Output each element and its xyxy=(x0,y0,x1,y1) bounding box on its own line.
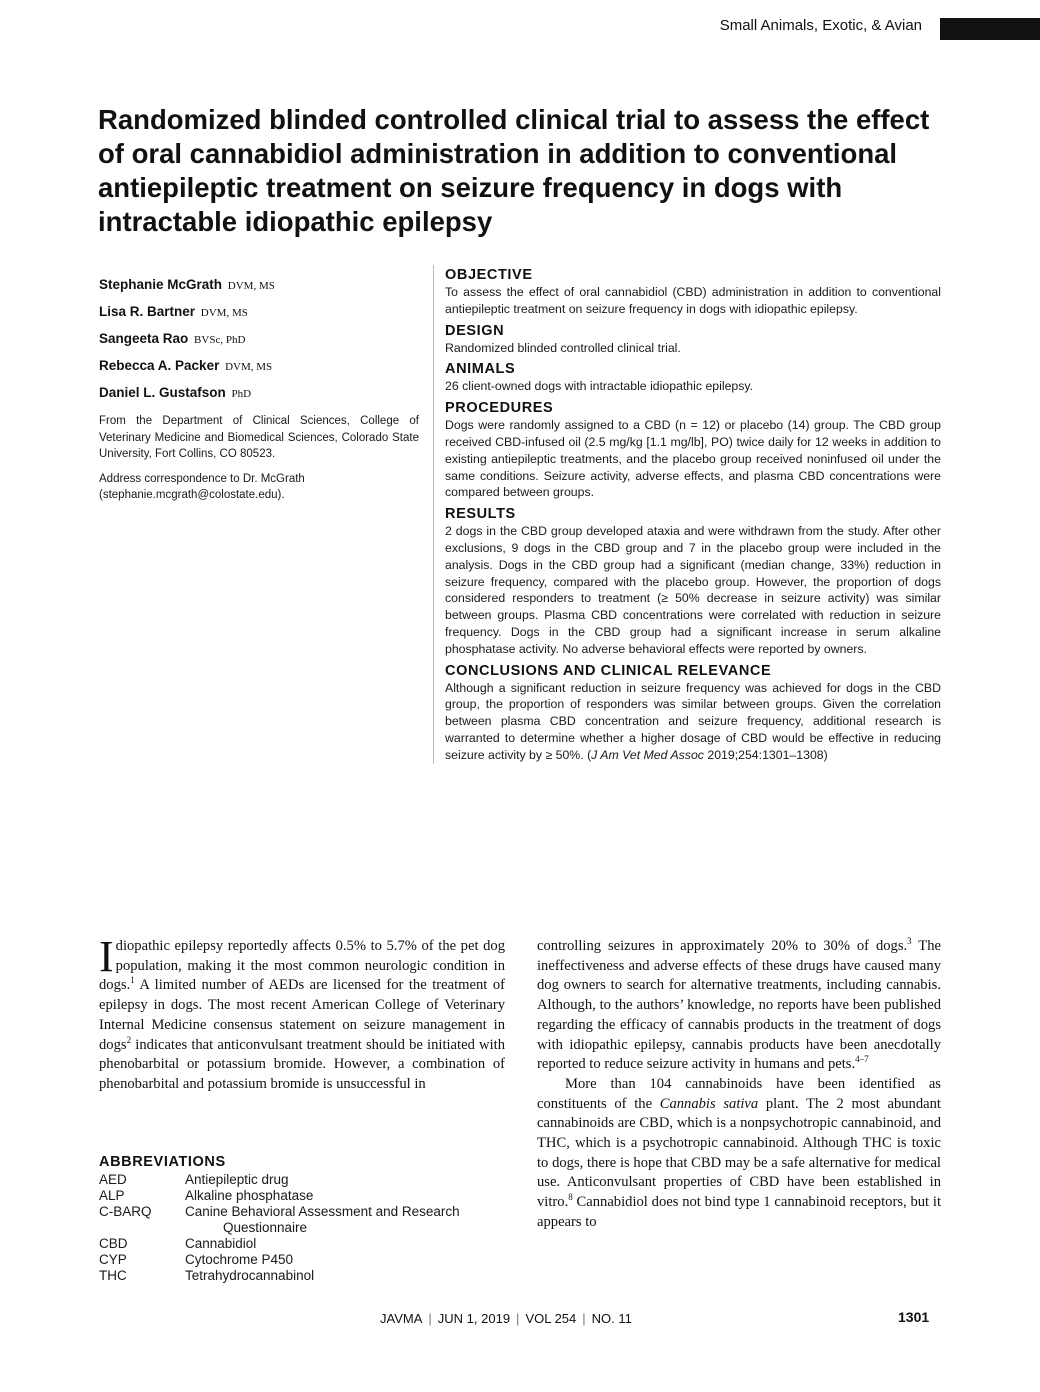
body-text: The ineffectiveness and adverse effects of these drugs have caused many dog owners to search for alternative treatments, including cannabis. Although, to the authors’ knowledge, no reports have been published regarding the efficacy of cannabis products in the treatment of dogs with idiopathic epilepsy, cannabis products have been anecdotally reported to reduce seizure activity in humans and pets. xyxy=(537,938,941,1073)
footer-volume: VOL 254 xyxy=(525,1311,577,1326)
author xyxy=(99,326,419,353)
author xyxy=(99,272,419,299)
species-name: Cannabis sativa xyxy=(659,1095,759,1112)
author-name: Sangeeta Rao xyxy=(99,331,189,346)
abbreviation-definition: Alkaline phosphatase xyxy=(185,1188,314,1203)
body-text: More than 104 cannabinoids have been identified as constituents of the xyxy=(537,1075,941,1112)
abbreviation: CBD xyxy=(99,1236,128,1251)
author-credentials: DVM, MS xyxy=(200,307,248,319)
drop-cap: I xyxy=(99,932,114,981)
results-text: 2 dogs in the CBD group developed ataxia and were withdrawn from the study. After other exclusions, 9 dogs in the CBD group and 7 in the placebo group were included in the analysis. Dogs in the CBD group had a significant (median change, 33%) reduction in seizure frequency, compared with the placebo group. However, the proportion of dogs considered responders to treatment (≥ 50% decrease in seizure activity) was similar between groups. Plasma CBD concentrations were correlated with reduction in seizure frequency. Dogs in the CBD group had a significant increase in serum alkaline phosphatase activity. No adverse behavioral effects were reported by owners. xyxy=(445,524,941,656)
conclusions-text: Although a significant reduction in seizure frequency was achieved for dogs in the CBD group, the proportion of responders was similar between groups. Given the correlation between plasma CBD concentration and seizure frequency, additional research is warranted to determine whether a higher dosage of CBD would be effective in reducing seizure activity by ≥ 50%. (J Am Vet Med Assoc 2019;254:1301–1308) xyxy=(445,680,941,762)
author-credentials: PhD xyxy=(231,388,252,400)
abbreviations-box xyxy=(99,1154,509,1284)
body-paragraph xyxy=(537,1075,941,1233)
animals-text: 26 client-owned dogs with intractable idiopathic epilepsy. xyxy=(445,379,754,394)
abstract xyxy=(433,265,941,764)
author-credentials: BVSc, PhD xyxy=(194,334,246,346)
abbreviation-definition-continued: Questionnaire xyxy=(223,1220,308,1235)
abbreviations-heading: ABBREVIATIONS xyxy=(99,1154,226,1170)
body-text: diopathic epilepsy reportedly affects 0.5% to 5.7% of the pet dog population, making it the most common neurologic condition in dogs. xyxy=(99,938,505,994)
page-number: 1301 xyxy=(898,1309,930,1325)
objective-text: To assess the effect of oral cannabidiol (CBD) administration in addition to conventional antiepileptic treatment on seizure frequency in dogs with idiopathic epilepsy. xyxy=(445,285,941,316)
objective-heading: OBJECTIVE xyxy=(445,267,533,283)
abbreviation-row xyxy=(99,1252,509,1268)
body-paragraph xyxy=(537,937,941,1075)
author xyxy=(99,380,419,407)
results-heading: RESULTS xyxy=(445,506,516,523)
abbreviation-row xyxy=(99,1204,509,1236)
abbreviation-definition: Cannabidiol xyxy=(185,1236,257,1251)
body-column-left xyxy=(99,932,505,1095)
author xyxy=(99,299,419,326)
footer-issue: NO. 11 xyxy=(591,1311,632,1326)
footer-date: JUN 1, 2019 xyxy=(437,1311,511,1326)
reference-marker: 2 xyxy=(126,1034,132,1045)
author-name: Lisa R. Bartner xyxy=(99,304,196,319)
footer-journal: JAVMA xyxy=(380,1311,423,1326)
section-label: Small Animals, Exotic, & Avian xyxy=(719,17,922,34)
abbreviation: CYP xyxy=(99,1252,127,1267)
conclusions-body: Although a significant reduction in seizure frequency was achieved for dogs in the CBD group, the proportion of responders was similar between groups. Given the correlation between plasma CBD concentration and seizure frequency, additional research is warranted to determine whether a higher dosage of CBD would be effective in reducing seizure activity by ≥ 50%. xyxy=(445,680,941,762)
abbreviation-row xyxy=(99,1172,509,1188)
abbreviation-definition: Tetrahydrocannabinol xyxy=(185,1268,315,1283)
abbreviation-row xyxy=(99,1268,509,1284)
citation-details: 2019;254:1301–1308) xyxy=(707,747,828,762)
article-title: Randomized blinded controlled clinical trial to assess the effect of oral cannabidiol administration in addition to conventional antiepileptic treatment on seizure frequency in dogs with intractable idiopathic epilepsy xyxy=(98,104,930,237)
abbreviation-definition: Canine Behavioral Assessment and Research xyxy=(185,1204,460,1219)
author-block xyxy=(99,272,419,504)
author-name: Rebecca A. Packer xyxy=(99,358,220,373)
author-credentials: DVM, MS xyxy=(227,280,275,292)
abbreviation: C-BARQ xyxy=(99,1204,152,1219)
reference-marker: 3 xyxy=(907,936,912,947)
abbreviation-row xyxy=(99,1188,509,1204)
section-bar xyxy=(940,18,1040,40)
abbreviation-definition: Antiepileptic drug xyxy=(185,1172,289,1187)
abbreviation: THC xyxy=(99,1268,127,1283)
footer-separator: | xyxy=(516,1311,520,1326)
body-text: Cannabidiol does not bind type 1 cannabinoid receptors, but it appears to xyxy=(537,1194,941,1230)
procedures-heading: PROCEDURES xyxy=(445,400,554,417)
abbreviation-definition-block xyxy=(185,1204,509,1236)
body-text: A limited number of AEDs are licensed for the treatment of epilepsy in dogs. The most recent American College of Veterinary Internal Medicine consensus statement on seizure management in dogs xyxy=(99,977,505,1053)
body-text: controlling seizures in approximately 20% to 30% of dogs. xyxy=(537,938,908,954)
page-footer xyxy=(380,1311,632,1326)
procedures-text: Dogs were randomly assigned to a CBD (n = 12) or placebo (14) group. The CBD group received CBD-infused oil (2.5 mg/kg [1.1 mg/lb], PO) twice daily for 12 weeks in addition to existing antiepileptic treatments, and the placebo group received noninfused oil under the same conditions. Seizure activity, adverse effects, and plasma CBD concentrations were compared between groups. xyxy=(445,418,941,500)
abbreviation: ALP xyxy=(99,1188,125,1203)
citation-journal: J Am Vet Med Assoc xyxy=(591,747,704,762)
author-credentials: DVM, MS xyxy=(225,361,273,373)
design-heading: DESIGN xyxy=(445,322,505,339)
design-text: Randomized blinded controlled clinical trial. xyxy=(445,340,681,355)
abbreviation-definition: Cytochrome P450 xyxy=(185,1252,294,1267)
reference-marker: 1 xyxy=(130,975,135,986)
author-name: Daniel L. Gustafson xyxy=(99,385,226,400)
conclusions-heading: CONCLUSIONS AND CLINICAL RELEVANCE xyxy=(445,662,772,679)
body-text: plant. The 2 most abundant cannabinoids are CBD, which is a nonpsychotropic cannabinoid, and THC, which is a psychotropic cannabinoid. Although THC is toxic to dogs, there is hope that CBD may be a safe alternative for medical use. Anticonvulsant properties of CBD have been established in vitro. xyxy=(537,1095,941,1211)
footer-separator: | xyxy=(582,1311,586,1326)
author-name: Stephanie McGrath xyxy=(99,277,223,292)
body-column-right xyxy=(537,937,941,1233)
body-paragraph xyxy=(99,932,505,1095)
reference-marker: 8 xyxy=(568,1192,573,1203)
animals-heading: ANIMALS xyxy=(445,361,516,378)
abbreviation-row xyxy=(99,1236,509,1252)
body-text: indicates that anticonvulsant treatment should be initiated with phenobarbital or potassium bromide. However, a combination of phenobarbital and potassium bromide is unsuccessful in xyxy=(99,1036,505,1092)
correspondence: Address correspondence to Dr. McGrath (stephanie.mcgrath@colostate.edu). xyxy=(99,472,305,501)
affiliation: From the Department of Clinical Sciences, College of Veterinary Medicine and Biomedical Sciences, Colorado State University, Fort Collins, CO 80523. xyxy=(99,415,419,460)
abbreviation: AED xyxy=(99,1172,127,1187)
author xyxy=(99,353,419,380)
reference-marker: 4–7 xyxy=(855,1054,869,1065)
footer-separator: | xyxy=(428,1311,432,1326)
